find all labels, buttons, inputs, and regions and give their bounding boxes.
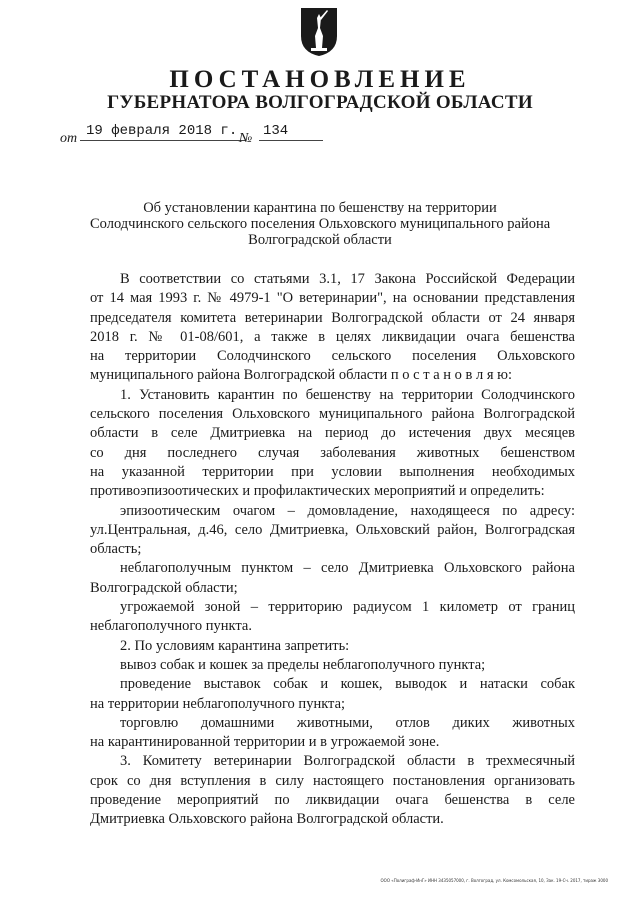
body-line: на территории неблагополучного пункта; [90, 695, 346, 712]
printer-imprint: ООО «Полиграф-ИнГ» ИНН 3435057000, г. Волгоград, ул. Комсомольская, 10, Зак. 19-Сч. 2017, тираж 3000 [380, 878, 608, 883]
body-line: области в селе Дмитриевка на период до истечения двух месяцев [90, 425, 575, 442]
body-line: неблагополучного пункта. [90, 618, 252, 635]
body-line: председателя комитета ветеринарии Волгоградской области от 24 января [90, 309, 575, 326]
body-line: муниципального района Волгоградской области п о с т а н о в л я ю: [90, 367, 513, 384]
body-line: неблагополучным пунктом – село Дмитриевка Ольховского района [120, 560, 575, 577]
document-title [90, 200, 550, 248]
body-line: торговлю домашними животными, отлов диких животных [120, 714, 575, 731]
body-line: ул.Центральная, д.46, село Дмитриевка, Ольховский район, Волгоградская [90, 521, 575, 538]
volgograd-emblem-icon [299, 6, 339, 58]
body-line: срок со дня вступления в силу настоящего постановления организовать [90, 772, 575, 789]
document-type-heading: ПОСТАНОВЛЕНИЕ [169, 66, 471, 93]
document-body [90, 270, 575, 830]
body-line: на карантинированной территории и в угрожаемой зоне. [90, 734, 440, 751]
document-number: 134 [259, 123, 323, 141]
body-line: на территории Солодчинского сельского поселения Ольховского [90, 348, 575, 365]
number-label: № [239, 131, 253, 146]
date-label: от [60, 131, 78, 146]
body-line: противоэпизоотических и профилактических мероприятий и определить: [90, 483, 545, 500]
title-line: Волгоградской области [248, 232, 392, 248]
body-line: 2018 г. № 01-08/601, а также в целях ликвидации очага бешенства [90, 328, 575, 345]
body-line: 2. По условиям карантина запретить: [120, 637, 350, 654]
body-line: 3. Комитету ветеринарии Волгоградской области в трехмесячный [120, 753, 575, 770]
body-line: 1. Установить карантин по бешенству на территории Солодчинского [120, 386, 575, 403]
body-line: от 14 мая 1993 г. № 4979-1 "О ветеринарии", на основании представления [90, 290, 575, 307]
body-line: эпизоотическим очагом – домовладение, находящееся по адресу: [120, 502, 575, 519]
body-line: область; [90, 541, 142, 558]
document-date: 19 февраля 2018 г. [80, 123, 246, 141]
body-line: на указанной территории при условии выполнения необходимых [90, 463, 575, 480]
body-line: Дмитриевка Ольховского района Волгоградской области. [90, 811, 444, 828]
title-line: Об установлении карантина по бешенству на территории [143, 200, 497, 216]
body-line: Волгоградской области; [90, 579, 238, 596]
title-line: Солодчинского сельского поселения Ольховского муниципального района [90, 216, 551, 232]
body-line: сельского поселения Ольховского муниципального района Волгоградской [90, 406, 575, 423]
body-line: проведение выставок собак и кошек, выводок и натаски собак [120, 676, 575, 693]
body-line: со дня последнего случая заболевания животных бешенством [90, 444, 575, 461]
body-line: В соответствии со статьями 3.1, 17 Закона Российской Федерации [120, 271, 575, 287]
body-line: вывоз собак и кошек за пределы неблагополучного пункта; [120, 656, 486, 673]
issuer-heading: ГУБЕРНАТОРА ВОЛГОГРАДСКОЙ ОБЛАСТИ [107, 92, 533, 113]
body-line: проведение мероприятий по ликвидации очага бешенства в селе [90, 792, 575, 809]
body-line: угрожаемой зоной – территорию радиусом 1 километр от границ [120, 599, 575, 616]
